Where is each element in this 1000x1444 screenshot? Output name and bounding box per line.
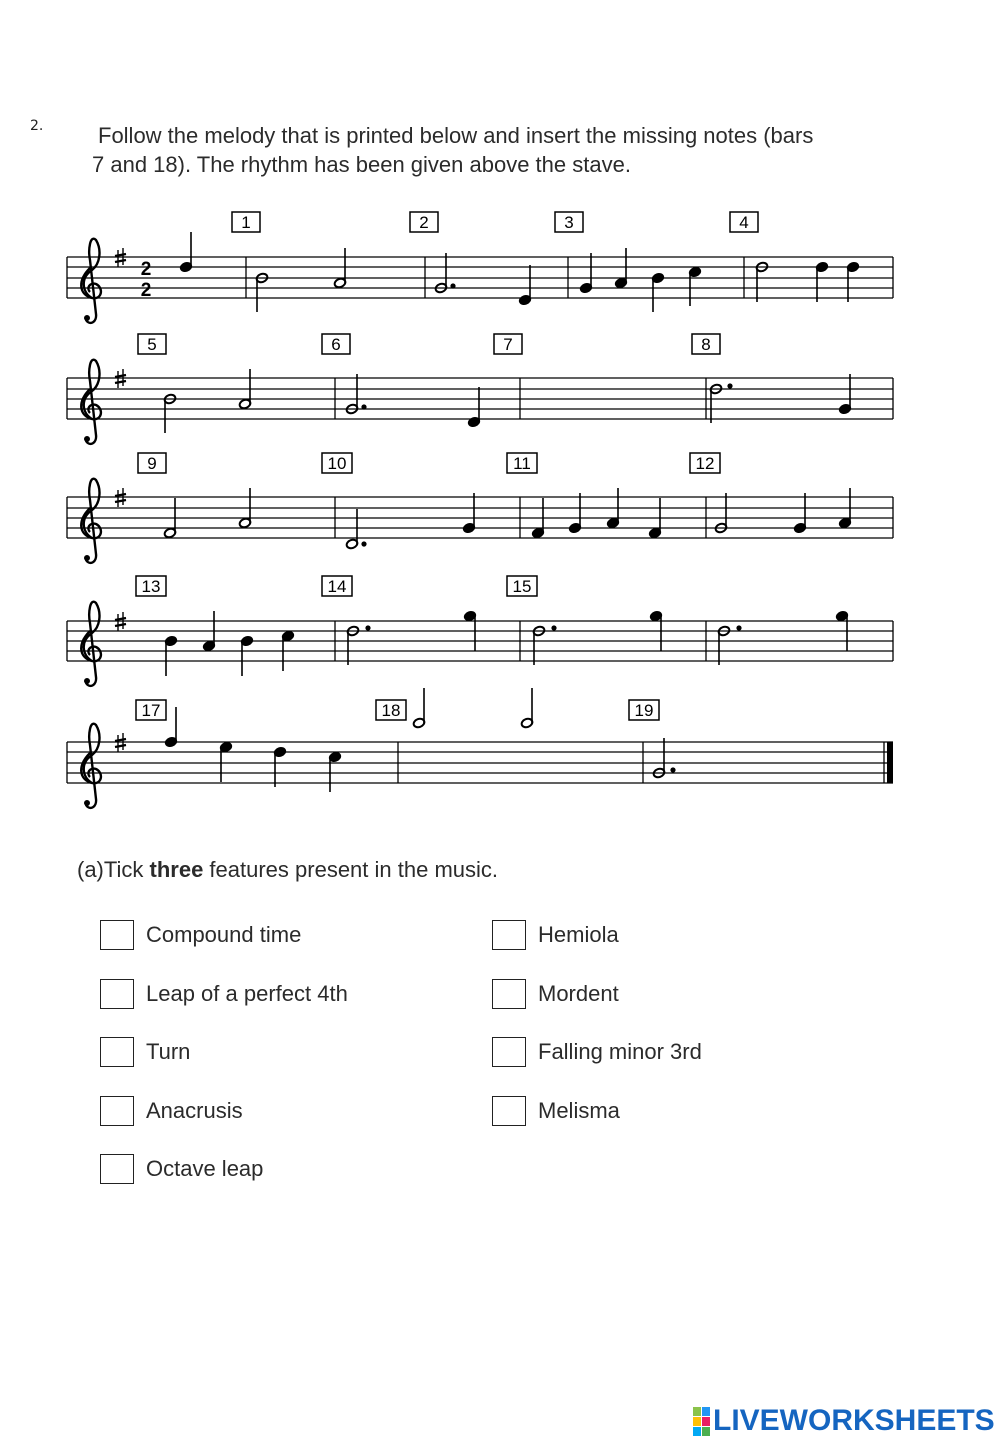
svg-text:2: 2 [419, 213, 429, 232]
option-label: Turn [146, 1039, 191, 1064]
logo-grid-icon [693, 1407, 710, 1436]
option-octave-leap[interactable] [100, 1152, 263, 1186]
svg-text:13: 13 [141, 577, 161, 596]
staff-2 [67, 334, 893, 444]
svg-text:9: 9 [147, 454, 157, 473]
instruction-line-1: Follow the melody that is printed below and insert the missing notes (bars [98, 123, 814, 148]
svg-text:11: 11 [513, 454, 531, 473]
bar-number-17 [136, 700, 166, 720]
option-turn[interactable] [100, 1035, 190, 1069]
bar-number-5 [138, 334, 166, 354]
option-mordent[interactable] [492, 977, 619, 1011]
part-a-suffix: features present in the music. [203, 857, 499, 882]
logo-tile [702, 1407, 710, 1416]
staff-3 [67, 453, 893, 563]
option-leap-perfect-4th[interactable] [100, 977, 348, 1011]
checkbox[interactable] [492, 1096, 526, 1126]
logo-text: LIVEWORKSHEETS [713, 1404, 995, 1437]
music-score [0, 190, 1000, 810]
bar-number-13 [136, 576, 166, 596]
svg-text:17: 17 [141, 701, 161, 720]
option-label: Anacrusis [146, 1098, 243, 1123]
staff-4 [67, 576, 893, 686]
treble-clef-icon [81, 479, 101, 563]
logo-tile [693, 1407, 701, 1416]
logo-tile [702, 1427, 710, 1436]
notes-staff-5 [164, 707, 674, 792]
bar-number-14 [322, 576, 352, 596]
bar-number-7 [494, 334, 522, 354]
option-label: Falling minor 3rd [538, 1039, 702, 1064]
svg-text:7: 7 [503, 335, 513, 354]
question-instructions [92, 121, 912, 179]
svg-text:3: 3 [564, 213, 574, 232]
treble-clef-icon [81, 602, 101, 686]
option-label: Compound time [146, 922, 302, 947]
svg-text:15: 15 [512, 577, 532, 596]
notes-staff-4 [164, 610, 848, 676]
svg-text:1: 1 [241, 213, 251, 232]
bar-number-15 [507, 576, 537, 596]
part-a-bold: three [149, 857, 204, 882]
svg-text:19: 19 [634, 701, 654, 720]
svg-text:12: 12 [695, 454, 715, 473]
bar-number-8 [692, 334, 720, 354]
checkbox[interactable] [492, 979, 526, 1009]
option-hemiola[interactable] [492, 918, 619, 952]
option-compound-time[interactable] [100, 918, 301, 952]
bar-number-11 [507, 453, 537, 473]
option-falling-minor-3rd[interactable] [492, 1035, 702, 1069]
part-a-prefix: (a)Tick [77, 857, 150, 882]
checkbox[interactable] [100, 920, 134, 950]
instruction-line-2: 7 and 18). The rhythm has been given above the stave. [92, 152, 631, 177]
treble-clef-icon [81, 724, 101, 808]
bar-number-12 [690, 453, 720, 473]
bar-number-2 [410, 212, 438, 232]
bar-number-9 [138, 453, 166, 473]
part-a-prompt [77, 857, 498, 883]
option-anacrusis[interactable] [100, 1094, 243, 1128]
option-label: Mordent [538, 981, 619, 1006]
rhythm-hint [412, 688, 533, 729]
bar-number-10 [322, 453, 352, 473]
checkbox[interactable] [492, 1037, 526, 1067]
staff-1 [67, 212, 893, 323]
time-signature [141, 259, 152, 301]
question-number: 2. [30, 118, 44, 134]
bar-number-3 [555, 212, 583, 232]
svg-text:10: 10 [327, 454, 347, 473]
final-barline [887, 742, 893, 783]
option-label: Melisma [538, 1098, 620, 1123]
checkbox[interactable] [100, 979, 134, 1009]
svg-text:8: 8 [701, 335, 711, 354]
liveworksheets-logo [693, 1404, 995, 1438]
staff-5 [67, 688, 893, 808]
treble-clef-icon [81, 360, 101, 444]
logo-tile [693, 1417, 701, 1426]
option-label: Hemiola [538, 922, 619, 947]
svg-text:2: 2 [140, 259, 152, 280]
option-label: Leap of a perfect 4th [146, 981, 348, 1006]
bar-number-18 [376, 700, 406, 720]
svg-text:4: 4 [739, 213, 749, 232]
notes-staff-1 [179, 232, 859, 312]
logo-tile [693, 1427, 701, 1436]
bar-number-1 [232, 212, 260, 232]
bar-number-4 [730, 212, 758, 232]
svg-text:18: 18 [381, 701, 401, 720]
bar-number-6 [322, 334, 350, 354]
checkbox[interactable] [100, 1154, 134, 1184]
checkbox[interactable] [492, 920, 526, 950]
svg-text:2: 2 [140, 280, 152, 301]
svg-text:5: 5 [147, 335, 157, 354]
svg-text:14: 14 [327, 577, 347, 596]
treble-clef-icon [81, 239, 101, 323]
svg-text:6: 6 [331, 335, 341, 354]
checkbox[interactable] [100, 1096, 134, 1126]
checkbox[interactable] [100, 1037, 134, 1067]
option-label: Octave leap [146, 1156, 264, 1181]
logo-tile [702, 1417, 710, 1426]
option-melisma[interactable] [492, 1094, 620, 1128]
bar-number-19 [629, 700, 659, 720]
